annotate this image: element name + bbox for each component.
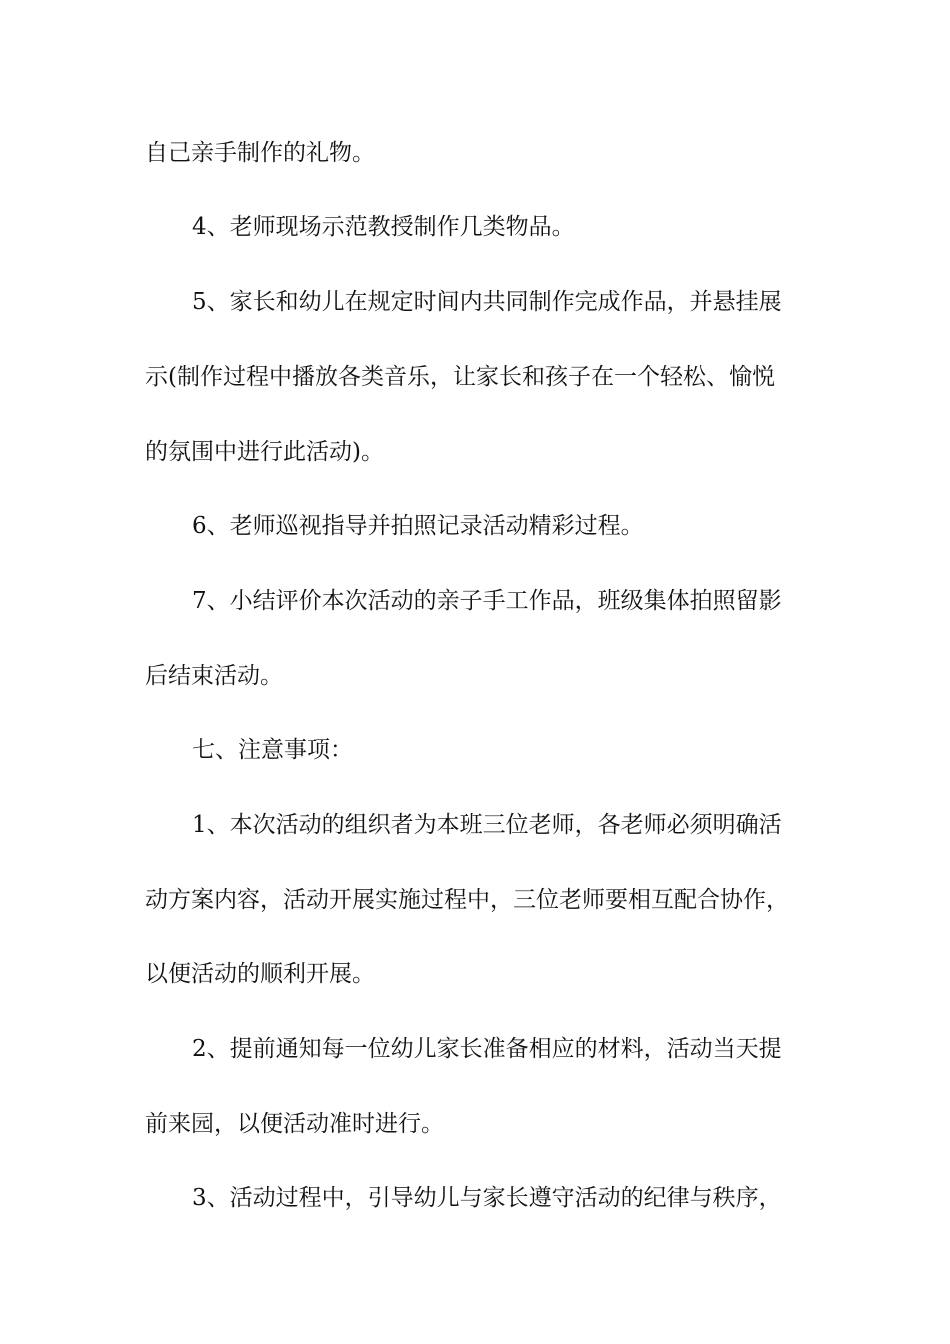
text-line: 6、老师巡视指导并拍照记录活动精彩过程。 <box>192 513 644 539</box>
text-line: 2、提前通知每一位幼儿家长准备相应的材料，活动当天提 <box>192 1036 782 1062</box>
text-line: 动方案内容，活动开展实施过程中，三位老师要相互配合协作， <box>145 887 789 913</box>
section-heading: 七、注意事项： <box>192 737 353 763</box>
text-line: 以便活动的顺利开展。 <box>145 961 375 987</box>
text-line: 示(制作过程中播放各类音乐，让家长和孩子在一个轻松、愉悦 <box>145 364 775 390</box>
text-line: 3、活动过程中，引导幼儿与家长遵守活动的纪律与秩序， <box>192 1185 782 1211</box>
text-line: 自己亲手制作的礼物。 <box>145 140 375 166</box>
text-line: 后结束活动。 <box>145 663 283 689</box>
text-line: 5、家长和幼儿在规定时间内共同制作完成作品，并悬挂展 <box>192 289 782 315</box>
text-line: 7、小结评价本次活动的亲子手工作品，班级集体拍照留影 <box>192 588 782 614</box>
text-line: 前来园，以便活动准时进行。 <box>145 1111 444 1137</box>
text-line: 的氛围中进行此活动)。 <box>145 439 384 465</box>
text-line: 1、本次活动的组织者为本班三位老师，各老师必须明确活 <box>192 812 782 838</box>
text-line: 4、老师现场示范教授制作几类物品。 <box>192 214 575 240</box>
